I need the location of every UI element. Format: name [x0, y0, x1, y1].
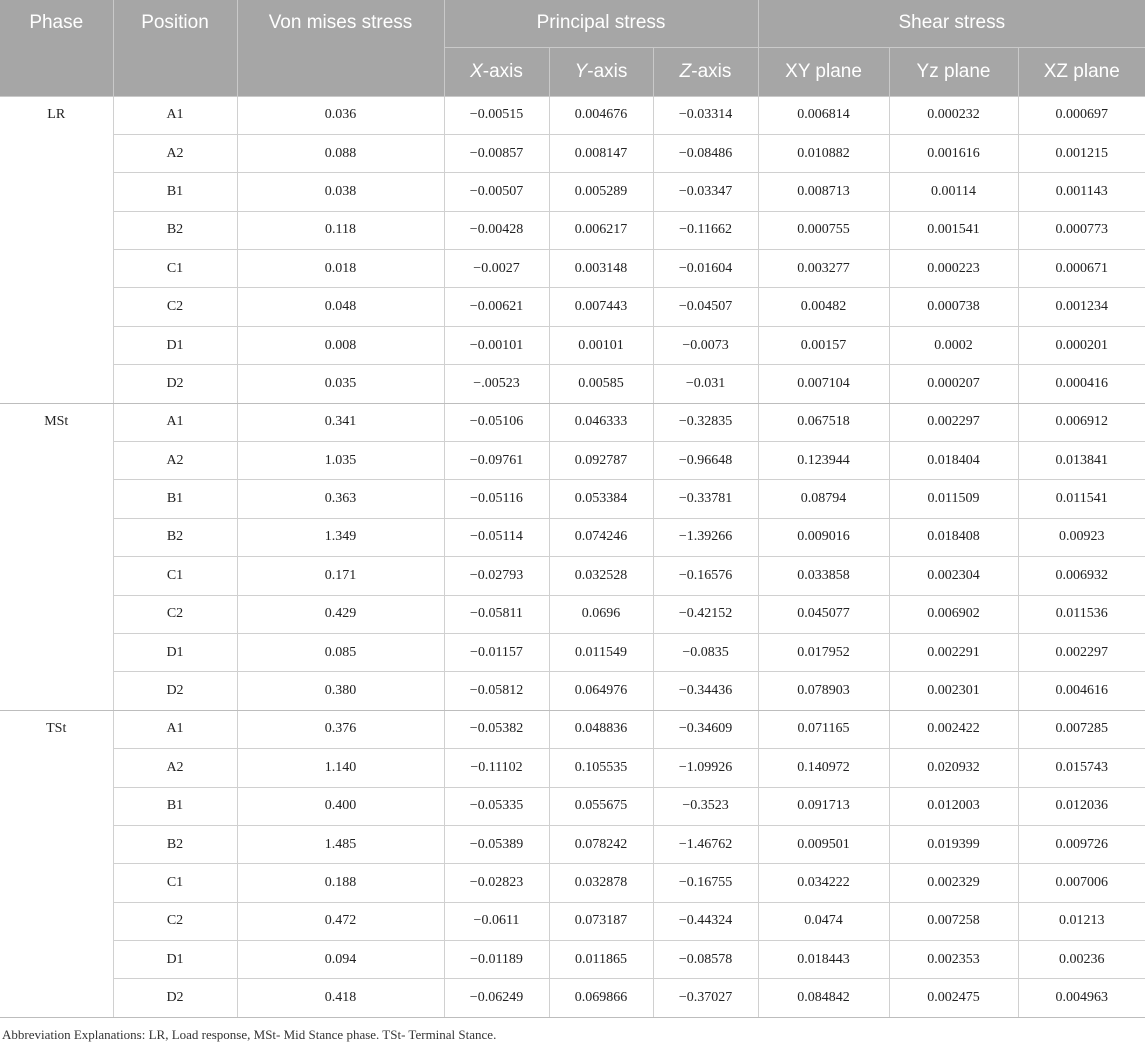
x-axis-cell: −0.05114 [444, 518, 549, 556]
xy-plane-cell: 0.067518 [758, 403, 889, 441]
xz-plane-cell: 0.000416 [1018, 365, 1145, 403]
header-xy-plane: XY plane [758, 47, 889, 96]
von-mises-cell: 0.035 [237, 365, 444, 403]
xz-plane-cell: 0.011536 [1018, 595, 1145, 633]
y-axis-cell: 0.073187 [549, 902, 653, 940]
y-axis-cell: 0.064976 [549, 672, 653, 710]
phase-cell: TSt [0, 710, 113, 1017]
yz-plane-cell: 0.002475 [889, 979, 1018, 1017]
yz-plane-cell: 0.012003 [889, 787, 1018, 825]
phase-cell: LR [0, 96, 113, 403]
z-axis-cell: −0.08578 [653, 941, 758, 979]
von-mises-cell: 0.171 [237, 557, 444, 595]
von-mises-cell: 1.349 [237, 518, 444, 556]
y-axis-cell: 0.007443 [549, 288, 653, 326]
x-axis-cell: −0.05106 [444, 403, 549, 441]
position-cell: B2 [113, 825, 237, 863]
xz-plane-cell: 0.007006 [1018, 864, 1145, 902]
position-cell: A1 [113, 710, 237, 748]
yz-plane-cell: 0.002301 [889, 672, 1018, 710]
x-axis-suffix: -axis [482, 60, 523, 82]
header-von-mises-stress: Von mises stress [237, 0, 444, 96]
xy-plane-cell: 0.034222 [758, 864, 889, 902]
von-mises-cell: 0.400 [237, 787, 444, 825]
table-row [0, 403, 1145, 441]
von-mises-cell: 0.048 [237, 288, 444, 326]
x-axis-cell: −0.09761 [444, 442, 549, 480]
xz-plane-cell: 0.001215 [1018, 134, 1145, 172]
x-axis-cell: −0.01157 [444, 633, 549, 671]
position-cell: C2 [113, 595, 237, 633]
z-axis-cell: −0.34609 [653, 710, 758, 748]
yz-plane-cell: 0.002329 [889, 864, 1018, 902]
position-cell: A1 [113, 403, 237, 441]
von-mises-cell: 0.429 [237, 595, 444, 633]
x-axis-cell: −0.05116 [444, 480, 549, 518]
y-axis-cell: 0.078242 [549, 825, 653, 863]
xz-plane-cell: 0.00236 [1018, 941, 1145, 979]
z-axis-cell: −0.34436 [653, 672, 758, 710]
xy-plane-cell: 0.078903 [758, 672, 889, 710]
z-axis-cell: −0.01604 [653, 250, 758, 288]
von-mises-cell: 1.140 [237, 749, 444, 787]
von-mises-cell: 0.038 [237, 173, 444, 211]
yz-plane-cell: 0.00114 [889, 173, 1018, 211]
yz-plane-cell: 0.018404 [889, 442, 1018, 480]
position-cell: B1 [113, 173, 237, 211]
xy-plane-cell: 0.009016 [758, 518, 889, 556]
position-cell: D2 [113, 672, 237, 710]
xy-plane-cell: 0.084842 [758, 979, 889, 1017]
von-mises-cell: 0.418 [237, 979, 444, 1017]
y-axis-cell: 0.055675 [549, 787, 653, 825]
xy-plane-cell: 0.071165 [758, 710, 889, 748]
table-row [0, 250, 1145, 288]
von-mises-cell: 0.380 [237, 672, 444, 710]
table-row [0, 480, 1145, 518]
header-x-axis [444, 47, 549, 96]
y-axis-cell: 0.00585 [549, 365, 653, 403]
z-axis-cell: −0.0073 [653, 326, 758, 364]
yz-plane-cell: 0.0002 [889, 326, 1018, 364]
xy-plane-cell: 0.091713 [758, 787, 889, 825]
position-cell: B2 [113, 518, 237, 556]
footnote: Abbreviation Explanations: LR, Load response, MSt- Mid Stance phase. TSt- Terminal Stance. [2, 1027, 497, 1042]
z-axis-cell: −0.33781 [653, 480, 758, 518]
header-phase: Phase [0, 0, 113, 96]
yz-plane-cell: 0.011509 [889, 480, 1018, 518]
xy-plane-cell: 0.033858 [758, 557, 889, 595]
xy-plane-cell: 0.08794 [758, 480, 889, 518]
position-cell: D2 [113, 365, 237, 403]
z-axis-cell: −1.46762 [653, 825, 758, 863]
position-cell: A2 [113, 442, 237, 480]
xy-plane-cell: 0.00157 [758, 326, 889, 364]
table-row [0, 672, 1145, 710]
table-row [0, 557, 1145, 595]
xy-plane-cell: 0.00482 [758, 288, 889, 326]
xz-plane-cell: 0.013841 [1018, 442, 1145, 480]
yz-plane-cell: 0.020932 [889, 749, 1018, 787]
x-axis-cell: −0.11102 [444, 749, 549, 787]
z-axis-cell: −0.0835 [653, 633, 758, 671]
xy-plane-cell: 0.0474 [758, 902, 889, 940]
xy-plane-cell: 0.017952 [758, 633, 889, 671]
table-header [0, 0, 1145, 96]
yz-plane-cell: 0.018408 [889, 518, 1018, 556]
y-axis-cell: 0.008147 [549, 134, 653, 172]
position-cell: C1 [113, 250, 237, 288]
table-row [0, 787, 1145, 825]
header-yz-plane: Yz plane [889, 47, 1018, 96]
von-mises-cell: 1.485 [237, 825, 444, 863]
xz-plane-cell: 0.001143 [1018, 173, 1145, 211]
y-axis-cell: 0.053384 [549, 480, 653, 518]
xz-plane-cell: 0.007285 [1018, 710, 1145, 748]
position-cell: A2 [113, 749, 237, 787]
position-cell: D1 [113, 941, 237, 979]
xz-plane-cell: 0.000697 [1018, 96, 1145, 134]
table-row [0, 134, 1145, 172]
y-axis-cell: 0.00101 [549, 326, 653, 364]
von-mises-cell: 0.363 [237, 480, 444, 518]
table-body [0, 96, 1145, 1017]
x-axis-cell: −0.05811 [444, 595, 549, 633]
yz-plane-cell: 0.000738 [889, 288, 1018, 326]
x-axis-cell: −0.02793 [444, 557, 549, 595]
position-cell: A2 [113, 134, 237, 172]
von-mises-cell: 0.088 [237, 134, 444, 172]
xy-plane-cell: 0.000755 [758, 211, 889, 249]
z-axis-cell: −0.03314 [653, 96, 758, 134]
y-axis-cell: 0.074246 [549, 518, 653, 556]
position-cell: B1 [113, 480, 237, 518]
von-mises-cell: 0.036 [237, 96, 444, 134]
y-axis-cell: 0.048836 [549, 710, 653, 748]
table-row [0, 173, 1145, 211]
xy-plane-cell: 0.123944 [758, 442, 889, 480]
yz-plane-cell: 0.000207 [889, 365, 1018, 403]
position-cell: A1 [113, 96, 237, 134]
table-row [0, 365, 1145, 403]
z-axis-cell: −0.11662 [653, 211, 758, 249]
z-axis-cell: −1.09926 [653, 749, 758, 787]
x-axis-cell: −0.0027 [444, 250, 549, 288]
x-axis-cell: −0.06249 [444, 979, 549, 1017]
von-mises-cell: 0.094 [237, 941, 444, 979]
z-axis-cell: −0.96648 [653, 442, 758, 480]
table-row [0, 326, 1145, 364]
y-axis-cell: 0.105535 [549, 749, 653, 787]
xy-plane-cell: 0.045077 [758, 595, 889, 633]
table-row [0, 902, 1145, 940]
position-cell: C1 [113, 864, 237, 902]
xz-plane-cell: 0.009726 [1018, 825, 1145, 863]
x-axis-cell: −.00523 [444, 365, 549, 403]
y-axis-cell: 0.006217 [549, 211, 653, 249]
z-axis-cell: −1.39266 [653, 518, 758, 556]
xz-plane-cell: 0.006932 [1018, 557, 1145, 595]
z-axis-cell: −0.44324 [653, 902, 758, 940]
table-row [0, 979, 1145, 1017]
xz-plane-cell: 0.004616 [1018, 672, 1145, 710]
z-axis-letter: Z [679, 60, 692, 82]
von-mises-cell: 0.008 [237, 326, 444, 364]
table-row [0, 442, 1145, 480]
header-shear-stress: Shear stress [758, 0, 1145, 47]
x-axis-cell: −0.00507 [444, 173, 549, 211]
z-axis-cell: −0.32835 [653, 403, 758, 441]
header-xz-plane: XZ plane [1018, 47, 1145, 96]
von-mises-cell: 0.085 [237, 633, 444, 671]
table-row [0, 710, 1145, 748]
table-row [0, 633, 1145, 671]
xz-plane-cell: 0.001234 [1018, 288, 1145, 326]
y-axis-cell: 0.0696 [549, 595, 653, 633]
von-mises-cell: 0.018 [237, 250, 444, 288]
xz-plane-cell: 0.000201 [1018, 326, 1145, 364]
x-axis-cell: −0.00101 [444, 326, 549, 364]
z-axis-cell: −0.04507 [653, 288, 758, 326]
phase-cell: MSt [0, 403, 113, 710]
y-axis-cell: 0.046333 [549, 403, 653, 441]
xz-plane-cell: 0.012036 [1018, 787, 1145, 825]
xz-plane-cell: 0.004963 [1018, 979, 1145, 1017]
yz-plane-cell: 0.001616 [889, 134, 1018, 172]
z-axis-cell: −0.08486 [653, 134, 758, 172]
z-axis-cell: −0.42152 [653, 595, 758, 633]
yz-plane-cell: 0.002353 [889, 941, 1018, 979]
von-mises-cell: 0.376 [237, 710, 444, 748]
yz-plane-cell: 0.002422 [889, 710, 1018, 748]
header-position: Position [113, 0, 237, 96]
table-row [0, 825, 1145, 863]
x-axis-cell: −0.05335 [444, 787, 549, 825]
position-cell: B2 [113, 211, 237, 249]
yz-plane-cell: 0.002291 [889, 633, 1018, 671]
xz-plane-cell: 0.000671 [1018, 250, 1145, 288]
von-mises-cell: 0.341 [237, 403, 444, 441]
yz-plane-cell: 0.000223 [889, 250, 1018, 288]
y-axis-cell: 0.005289 [549, 173, 653, 211]
z-axis-cell: −0.16755 [653, 864, 758, 902]
yz-plane-cell: 0.019399 [889, 825, 1018, 863]
von-mises-cell: 0.188 [237, 864, 444, 902]
table-row [0, 211, 1145, 249]
header-y-axis [549, 47, 653, 96]
yz-plane-cell: 0.007258 [889, 902, 1018, 940]
position-cell: D2 [113, 979, 237, 1017]
z-axis-suffix: -axis [691, 60, 732, 82]
table-row [0, 749, 1145, 787]
z-axis-cell: −0.37027 [653, 979, 758, 1017]
xy-plane-cell: 0.008713 [758, 173, 889, 211]
yz-plane-cell: 0.000232 [889, 96, 1018, 134]
xy-plane-cell: 0.010882 [758, 134, 889, 172]
xy-plane-cell: 0.007104 [758, 365, 889, 403]
x-axis-cell: −0.02823 [444, 864, 549, 902]
y-axis-suffix: -axis [587, 60, 628, 82]
table-row [0, 864, 1145, 902]
von-mises-cell: 1.035 [237, 442, 444, 480]
von-mises-cell: 0.472 [237, 902, 444, 940]
x-axis-cell: −0.00857 [444, 134, 549, 172]
y-axis-cell: 0.011549 [549, 633, 653, 671]
yz-plane-cell: 0.002297 [889, 403, 1018, 441]
xz-plane-cell: 0.015743 [1018, 749, 1145, 787]
x-axis-letter: X [470, 60, 483, 82]
table-row [0, 518, 1145, 556]
y-axis-cell: 0.011865 [549, 941, 653, 979]
xz-plane-cell: 0.011541 [1018, 480, 1145, 518]
z-axis-cell: −0.03347 [653, 173, 758, 211]
x-axis-cell: −0.01189 [444, 941, 549, 979]
x-axis-cell: −0.00428 [444, 211, 549, 249]
x-axis-cell: −0.05389 [444, 825, 549, 863]
x-axis-cell: −0.05382 [444, 710, 549, 748]
xy-plane-cell: 0.006814 [758, 96, 889, 134]
header-principal-stress: Principal stress [444, 0, 758, 47]
position-cell: B1 [113, 787, 237, 825]
xz-plane-cell: 0.002297 [1018, 633, 1145, 671]
yz-plane-cell: 0.001541 [889, 211, 1018, 249]
table-row [0, 595, 1145, 633]
y-axis-cell: 0.032528 [549, 557, 653, 595]
xy-plane-cell: 0.003277 [758, 250, 889, 288]
z-axis-cell: −0.031 [653, 365, 758, 403]
table-row [0, 941, 1145, 979]
xy-plane-cell: 0.009501 [758, 825, 889, 863]
y-axis-cell: 0.069866 [549, 979, 653, 1017]
position-cell: C2 [113, 288, 237, 326]
table-row [0, 288, 1145, 326]
yz-plane-cell: 0.002304 [889, 557, 1018, 595]
z-axis-cell: −0.3523 [653, 787, 758, 825]
xz-plane-cell: 0.01213 [1018, 902, 1145, 940]
x-axis-cell: −0.00515 [444, 96, 549, 134]
xz-plane-cell: 0.000773 [1018, 211, 1145, 249]
y-axis-cell: 0.004676 [549, 96, 653, 134]
xz-plane-cell: 0.006912 [1018, 403, 1145, 441]
xz-plane-cell: 0.00923 [1018, 518, 1145, 556]
y-axis-letter: Y [574, 60, 588, 82]
x-axis-cell: −0.05812 [444, 672, 549, 710]
x-axis-cell: −0.00621 [444, 288, 549, 326]
x-axis-cell: −0.0611 [444, 902, 549, 940]
position-cell: D1 [113, 633, 237, 671]
y-axis-cell: 0.092787 [549, 442, 653, 480]
position-cell: C2 [113, 902, 237, 940]
xy-plane-cell: 0.140972 [758, 749, 889, 787]
position-cell: C1 [113, 557, 237, 595]
xy-plane-cell: 0.018443 [758, 941, 889, 979]
z-axis-cell: −0.16576 [653, 557, 758, 595]
y-axis-cell: 0.032878 [549, 864, 653, 902]
table-row [0, 96, 1145, 134]
yz-plane-cell: 0.006902 [889, 595, 1018, 633]
von-mises-cell: 0.118 [237, 211, 444, 249]
position-cell: D1 [113, 326, 237, 364]
header-z-axis [653, 47, 758, 96]
y-axis-cell: 0.003148 [549, 250, 653, 288]
